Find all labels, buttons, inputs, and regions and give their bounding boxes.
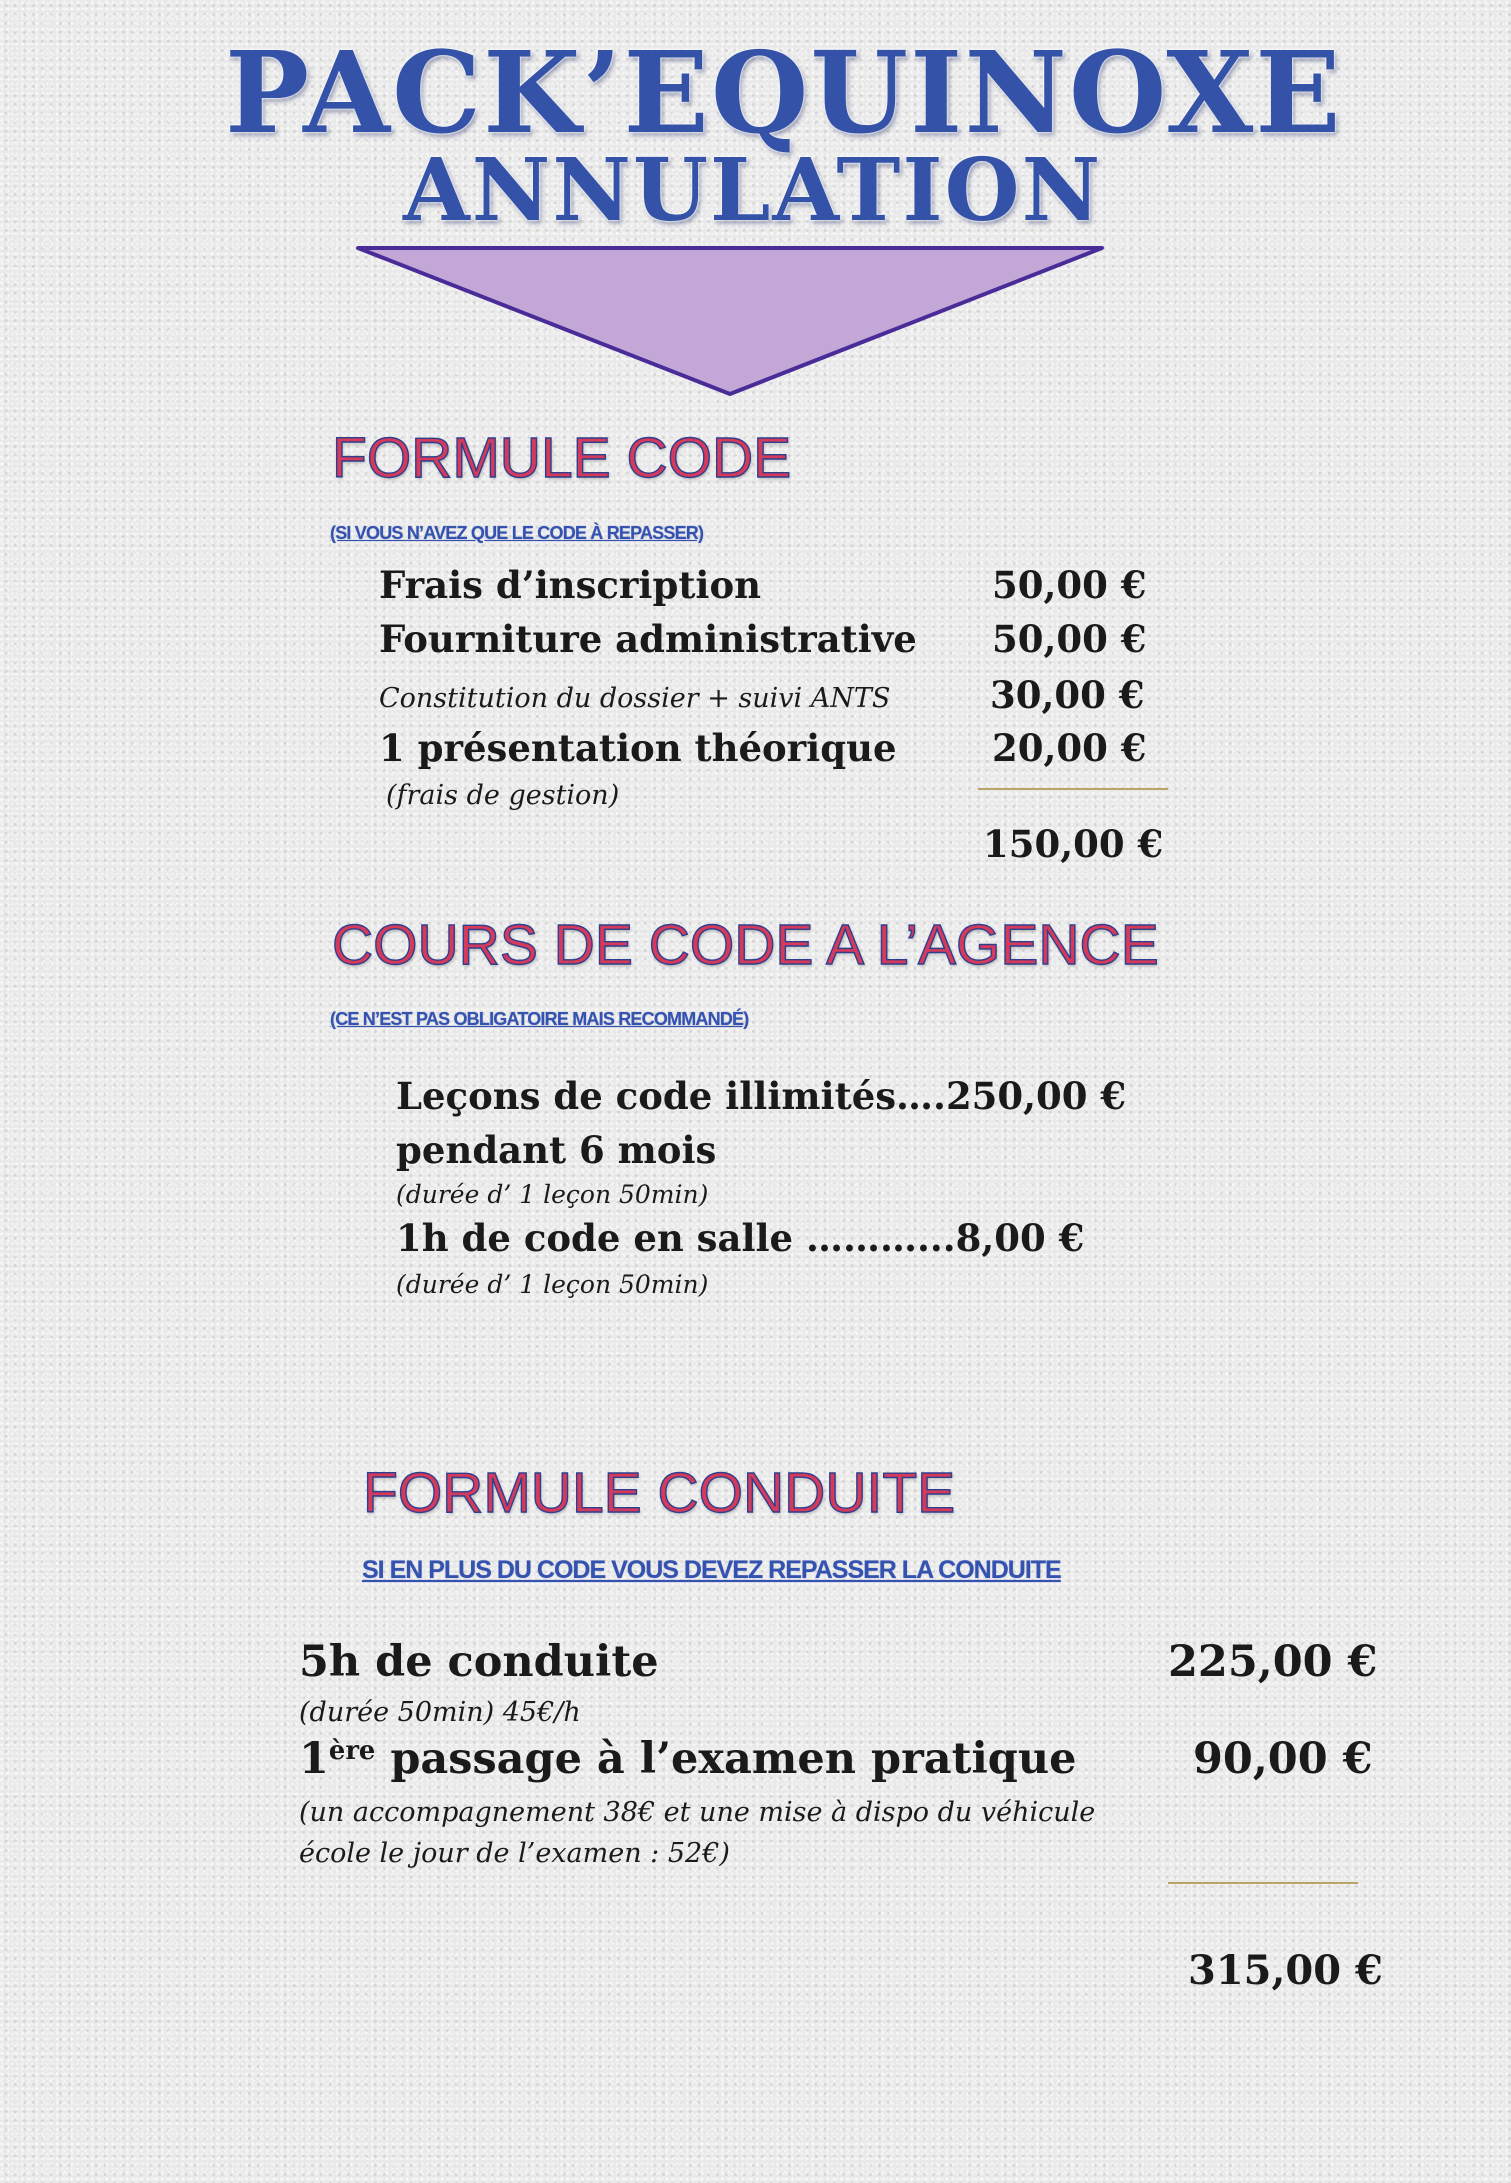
formule-conduite-heading: FORMULE CONDUITE [363, 1461, 956, 1525]
cours-code-heading: COURS DE CODE A L’AGENCE [332, 913, 1159, 977]
fee-price-inscription: 50,00 € [992, 563, 1147, 607]
formule-code-heading: FORMULE CODE [332, 426, 792, 490]
cours-line-illimites: Leçons de code illimités….250,00 € [396, 1074, 1127, 1118]
cours-duration-note: (durée d’ 1 leçon 50min) [396, 1270, 709, 1299]
conduite-price: 225,00 € [1168, 1637, 1378, 1687]
examen-label [299, 1734, 1076, 1784]
fee-label-fourniture: Fourniture administrative [379, 617, 917, 661]
page-title: PACK’EQUINOXE [225, 28, 1343, 159]
total-rule [978, 788, 1168, 790]
examen-label-text: passage à l’examen pratique [375, 1734, 1077, 1784]
cours-line-duree: pendant 6 mois [396, 1128, 717, 1172]
fee-label-inscription: Frais d’inscription [379, 563, 762, 607]
fee-label-presentation: 1 présentation théorique [379, 726, 897, 770]
gestion-note: (frais de gestion) [386, 780, 620, 811]
cours-line-salle: 1h de code en salle ………...8,00 € [396, 1216, 1085, 1260]
examen-price: 90,00 € [1193, 1734, 1373, 1784]
examen-label-sup: ère [328, 1735, 376, 1766]
down-arrow-icon [350, 242, 1110, 402]
cours-code-note: (CE N’EST PAS OBLIGATOIRE MAIS RECOMMANDÉ) [330, 1009, 749, 1029]
formule-code-total: 150,00 € [983, 822, 1164, 866]
cours-duration-note: (durée d’ 1 leçon 50min) [396, 1180, 709, 1209]
formule-conduite-total: 315,00 € [1188, 1947, 1383, 1994]
fee-price-dossier: 30,00 € [990, 673, 1145, 717]
examen-label-number: 1 [299, 1734, 329, 1784]
formule-code-note: (SI VOUS N’AVEZ QUE LE CODE À REPASSER) [330, 523, 704, 543]
fee-price-fourniture: 50,00 € [992, 617, 1147, 661]
total-rule [1168, 1882, 1358, 1884]
formule-conduite-note: SI EN PLUS DU CODE VOUS DEVEZ REPASSER LA CONDUITE [362, 1556, 1061, 1584]
fee-price-presentation: 20,00 € [992, 726, 1147, 770]
examen-note-line1: (un accompagnement 38€ et une mise à dispo du véhicule [299, 1797, 1096, 1828]
fee-label-dossier: Constitution du dossier + suivi ANTS [379, 683, 891, 714]
page-subtitle: ANNULATION [403, 140, 1103, 241]
conduite-label: 5h de conduite [299, 1637, 659, 1687]
examen-note-line2: école le jour de l’examen : 52€) [299, 1838, 730, 1869]
conduite-note: (durée 50min) 45€/h [299, 1697, 581, 1728]
